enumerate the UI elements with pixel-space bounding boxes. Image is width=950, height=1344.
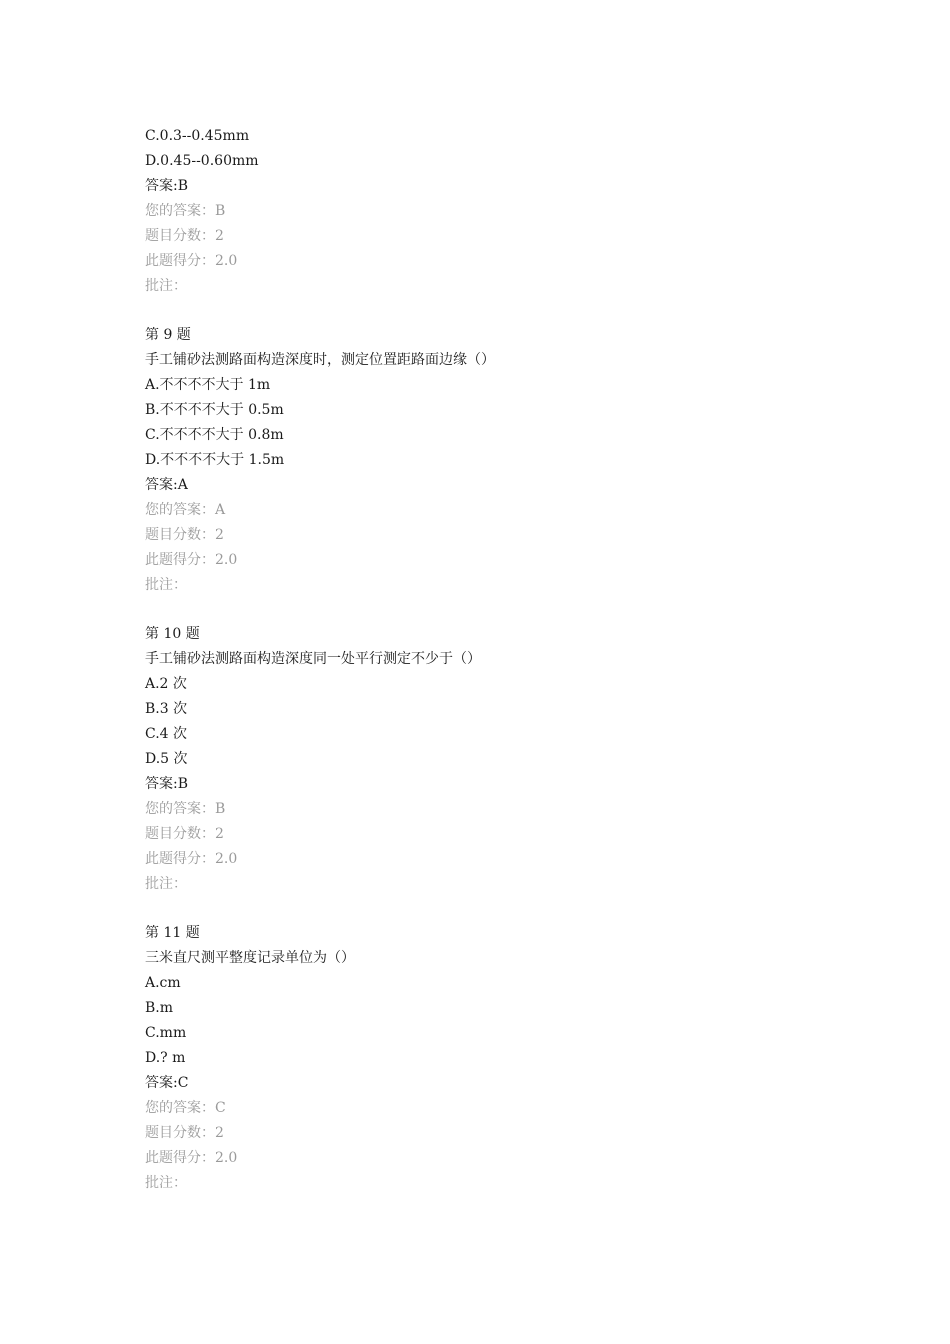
- annotation: 批注：: [145, 1175, 187, 1191]
- option-d: D.不不不不大于 1.5m: [145, 452, 285, 468]
- option-d: D.0.45--0.60mm: [145, 153, 259, 169]
- earned-score: 此题得分：2.0: [145, 851, 238, 867]
- option-a: A.cm: [145, 975, 181, 991]
- your-answer: 您的答案：B: [145, 203, 226, 219]
- option-b: B.m: [145, 1000, 174, 1016]
- annotation: 批注：: [145, 278, 187, 294]
- question-score: 题目分数：2: [145, 527, 224, 543]
- question-text: 手工铺砂法测路面构造深度时，测定位置距路面边缘（）: [145, 352, 495, 368]
- question-text: 手工铺砂法测路面构造深度同一处平行测定不少于（）: [145, 651, 481, 667]
- correct-answer: 答案:B: [145, 178, 189, 194]
- annotation: 批注：: [145, 577, 187, 593]
- question-score: 题目分数：2: [145, 228, 224, 244]
- option-a: A.2 次: [145, 676, 187, 692]
- question-score: 题目分数：2: [145, 1125, 224, 1141]
- your-answer: 您的答案：C: [145, 1100, 226, 1116]
- option-c: C.4 次: [145, 726, 188, 742]
- question-8-tail: [145, 124, 845, 299]
- question-10: [145, 622, 845, 897]
- annotation: 批注：: [145, 876, 187, 892]
- option-c: C.不不不不大于 0.8m: [145, 427, 284, 443]
- document-page: [145, 124, 845, 1196]
- question-text: 三米直尺测平整度记录单位为（）: [145, 950, 355, 966]
- option-b: B.3 次: [145, 701, 188, 717]
- earned-score: 此题得分：2.0: [145, 552, 238, 568]
- question-11: [145, 921, 845, 1196]
- option-d: D.? m: [145, 1050, 186, 1066]
- option-b: B.不不不不大于 0.5m: [145, 402, 284, 418]
- your-answer: 您的答案：A: [145, 502, 226, 518]
- question-number: 第 9 题: [145, 327, 191, 343]
- option-c: C.mm: [145, 1025, 187, 1041]
- question-score: 题目分数：2: [145, 826, 224, 842]
- earned-score: 此题得分：2.0: [145, 253, 238, 269]
- earned-score: 此题得分：2.0: [145, 1150, 238, 1166]
- correct-answer: 答案:B: [145, 776, 189, 792]
- your-answer: 您的答案：B: [145, 801, 226, 817]
- question-number: 第 11 题: [145, 925, 200, 941]
- question-number: 第 10 题: [145, 626, 200, 642]
- correct-answer: 答案:C: [145, 1075, 189, 1091]
- option-d: D.5 次: [145, 751, 188, 767]
- option-c: C.0.3--0.45mm: [145, 128, 250, 144]
- option-a: A.不不不不大于 1m: [145, 377, 271, 393]
- question-9: [145, 323, 845, 598]
- correct-answer: 答案:A: [145, 477, 188, 493]
